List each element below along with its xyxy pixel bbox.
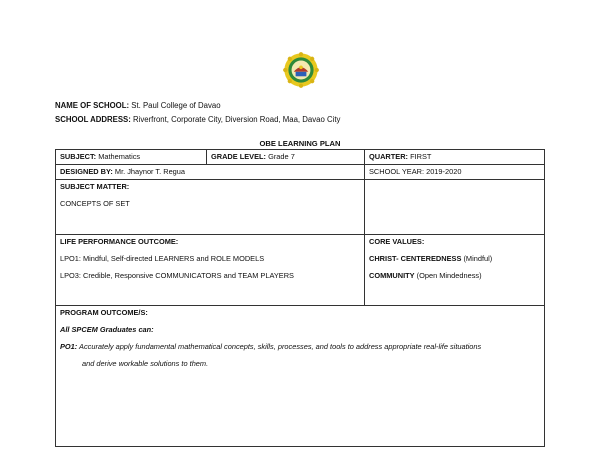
lpo3-text: LPO3: Credible, Responsive COMMUNICATORS and TEAM PLAYERS: [60, 271, 294, 280]
core-values-cell: [365, 235, 545, 306]
program-outcome-label: PROGRAM OUTCOME/S:: [60, 308, 148, 317]
life-performance-outcome-cell: [56, 235, 365, 306]
table-row: [56, 165, 545, 180]
grade-label: GRADE LEVEL:: [211, 152, 267, 161]
table-row: [56, 235, 545, 306]
subject-value: Mathematics: [98, 152, 141, 161]
school-address-value: Riverfront, Corporate City, Diversion Road, Maa, Davao City: [132, 115, 341, 124]
school-name-value: St. Paul College of Davao: [131, 101, 221, 110]
quarter-label: QUARTER:: [369, 152, 409, 161]
school-name-line: [55, 101, 221, 110]
po1-text: [60, 342, 540, 352]
subject-matter-cell: [56, 180, 365, 235]
cv1-value: (Mindful): [463, 254, 493, 263]
table-row: [56, 180, 545, 235]
school-seal-logo: [283, 52, 319, 88]
cv2-value: (Open Mindedness): [416, 271, 482, 280]
subject-cell: [56, 150, 207, 165]
core-values-label: CORE VALUES:: [369, 237, 425, 246]
school-year-cell: [365, 165, 545, 180]
cv1-label: CHRIST- CENTEREDNESS: [369, 254, 462, 263]
designed-label: DESIGNED BY:: [60, 167, 113, 176]
school-year-value: SCHOOL YEAR: 2019-2020: [369, 167, 462, 176]
po1-continuation: and derive workable solutions to them.: [82, 359, 209, 368]
plan-title: OBE LEARNING PLAN: [259, 139, 341, 148]
grade-value: Grade 7: [268, 152, 295, 161]
po1-label: PO1:: [60, 342, 78, 351]
seal-blue-band: [296, 72, 307, 77]
quarter-cell: [365, 150, 545, 165]
school-address-label: SCHOOL ADDRESS:: [55, 115, 131, 124]
program-outcome-cell: [56, 306, 545, 447]
lpo-label: LIFE PERFORMANCE OUTCOME:: [60, 237, 179, 246]
all-graduates-text: All SPCEM Graduates can:: [60, 325, 154, 334]
seal-center-star: [299, 66, 303, 70]
cv2-label: COMMUNITY: [369, 271, 415, 280]
designed-by-cell: [56, 165, 365, 180]
subject-matter-value: CONCEPTS OF SET: [60, 199, 130, 208]
empty-cell: [365, 180, 545, 235]
school-address-line: [55, 115, 340, 124]
subject-label: SUBJECT:: [60, 152, 97, 161]
quarter-value: FIRST: [410, 152, 432, 161]
table-row: [56, 306, 545, 447]
learning-plan-table: [55, 149, 545, 447]
table-row: [56, 150, 545, 165]
designed-value: Mr. Jhaynor T. Regua: [114, 167, 186, 176]
grade-level-cell: [207, 150, 365, 165]
core-value-community: [369, 271, 540, 281]
lpo1-text: LPO1: Mindful, Self-directed LEARNERS and ROLE MODELS: [60, 254, 265, 263]
po1-body: Accurately apply fundamental mathematical concepts, skills, processes, and tools to address appropriate real-life situations: [79, 342, 482, 351]
subject-matter-label: SUBJECT MATTER:: [60, 182, 130, 191]
core-value-christ: [369, 254, 540, 264]
school-name-label: NAME OF SCHOOL:: [55, 101, 130, 110]
